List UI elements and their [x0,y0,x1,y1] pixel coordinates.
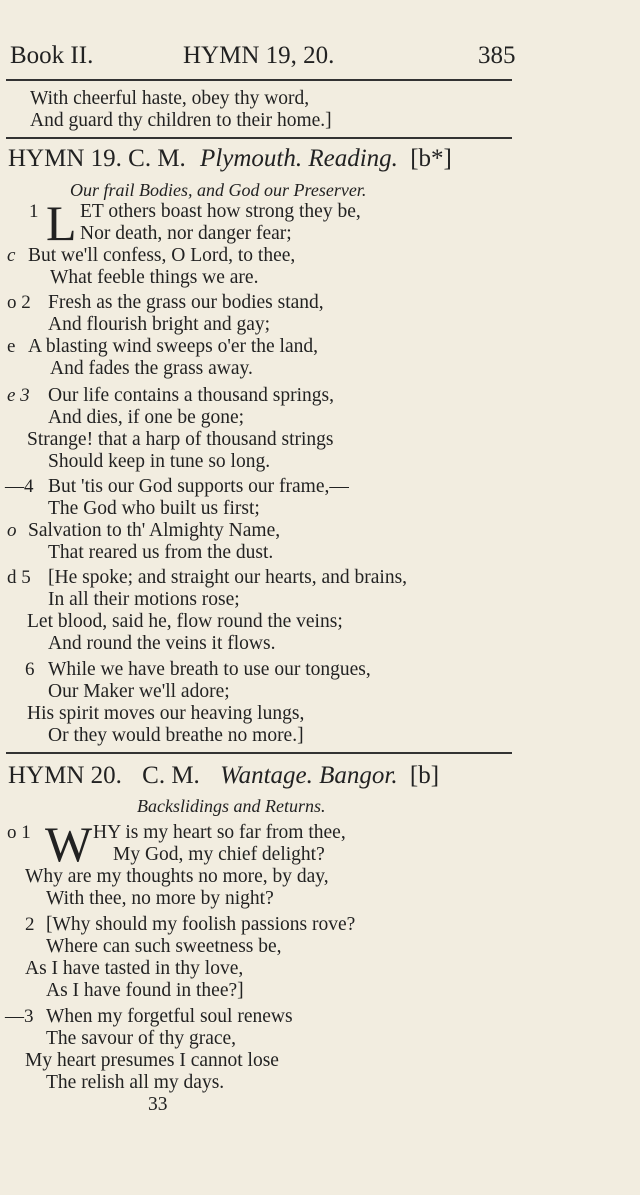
verse-line: My God, my chief delight? [113,844,325,865]
hymn-19-subtitle: Our frail Bodies, and God our Preserver. [70,180,367,200]
verse-line: ET others boast how strong they be, [80,201,361,222]
drop-cap: W [45,816,93,872]
prev-hymn-line: And guard thy children to their home.] [30,110,332,131]
verse-line: That reared us from the dust. [48,542,274,563]
verse-marker: —4 [5,476,34,497]
verse-marker: —3 [5,1006,34,1027]
verse-line: In all their motions rose; [48,589,240,610]
verse-marker: d 5 [7,567,31,588]
dynamic-mark: o [7,520,17,541]
hymn-19-heading [8,145,452,173]
verse-line: The relish all my days. [46,1072,225,1093]
verse-line: Our life contains a thousand springs, [48,385,334,406]
verse-number: 6 [25,659,35,680]
verse-line: The God who built us first; [48,498,260,519]
verse-marker: o 2 [7,292,31,313]
verse-line: While we have breath to use our tongues, [48,659,371,680]
verse-line: A blasting wind sweeps o'er the land, [28,336,319,357]
verse-line: Our Maker we'll adore; [48,681,230,702]
hymn-19-mark: [b*] [410,145,452,172]
verse-line: And dies, if one be gone; [48,407,245,428]
hymn-20-title: HYMN 20. [8,762,122,789]
verse-line: Why are my thoughts no more, by day, [25,866,329,887]
running-head-book: Book II. [10,42,94,69]
verse-line: Salvation to th' Almighty Name, [28,520,281,541]
verse-marker: o 1 [7,822,31,843]
dynamic-mark: c [7,245,16,266]
hymn-20-heading [8,762,439,790]
verse-line: And flourish bright and gay; [48,314,271,335]
hymn-20-meter: C. M. [142,762,200,789]
verse-line: Strange! that a harp of thousand strings [27,429,334,450]
verse-line: Or they would breathe no more.] [48,725,304,746]
verse-number: 1 [29,201,39,222]
verse-line: As I have tasted in thy love, [25,958,244,979]
verse-number: 2 [25,914,35,935]
hymn-20-subtitle: Backslidings and Returns. [137,796,326,816]
verse-line: With thee, no more by night? [46,888,274,909]
verse-line: But we'll confess, O Lord, to thee, [28,245,296,266]
verse-line: Fresh as the grass our bodies stand, [48,292,324,313]
section-rule [6,752,512,754]
verse-line: [He spoke; and straight our hearts, and brains, [48,567,408,588]
verse-marker: e 3 [7,385,30,406]
verse-line: [Why should my foolish passions rove? [46,914,356,935]
verse-line: Where can such sweetness be, [46,936,282,957]
verse-line: Should keep in tune so long. [48,451,271,472]
hymn-20-tunes: Wantage. Bangor. [220,762,398,789]
hymn-19-title: HYMN 19. C. M. [8,145,186,172]
verse-line: My heart presumes I cannot lose [25,1050,279,1071]
verse-line: And fades the grass away. [50,358,253,379]
page-number: 385 [478,42,516,69]
verse-line: As I have found in thee?] [46,980,244,1001]
verse-line: But 'tis our God supports our frame,— [48,476,349,497]
hymn-20-mark: [b] [409,762,440,789]
header-rule [6,79,512,81]
verse-line: Nor death, nor danger fear; [80,223,292,244]
verse-line: What feeble things we are. [50,267,259,288]
running-head-hymns: HYMN 19, 20. [183,42,335,69]
verse-line: Let blood, said he, flow round the veins; [27,611,343,632]
verse-line: When my forgetful soul renews [46,1006,293,1027]
hymn-19-tunes: Plymouth. Reading. [200,145,398,172]
drop-cap: L [46,195,77,251]
prev-hymn-line: With cheerful haste, obey thy word, [30,88,310,109]
verse-line: HY is my heart so far from thee, [93,822,346,843]
verse-line: His spirit moves our heaving lungs, [27,703,305,724]
dynamic-mark: e [7,336,16,357]
section-rule [6,137,512,139]
signature-mark: 33 [148,1094,168,1115]
verse-line: And round the veins it flows. [48,633,276,654]
verse-line: The savour of thy grace, [46,1028,237,1049]
